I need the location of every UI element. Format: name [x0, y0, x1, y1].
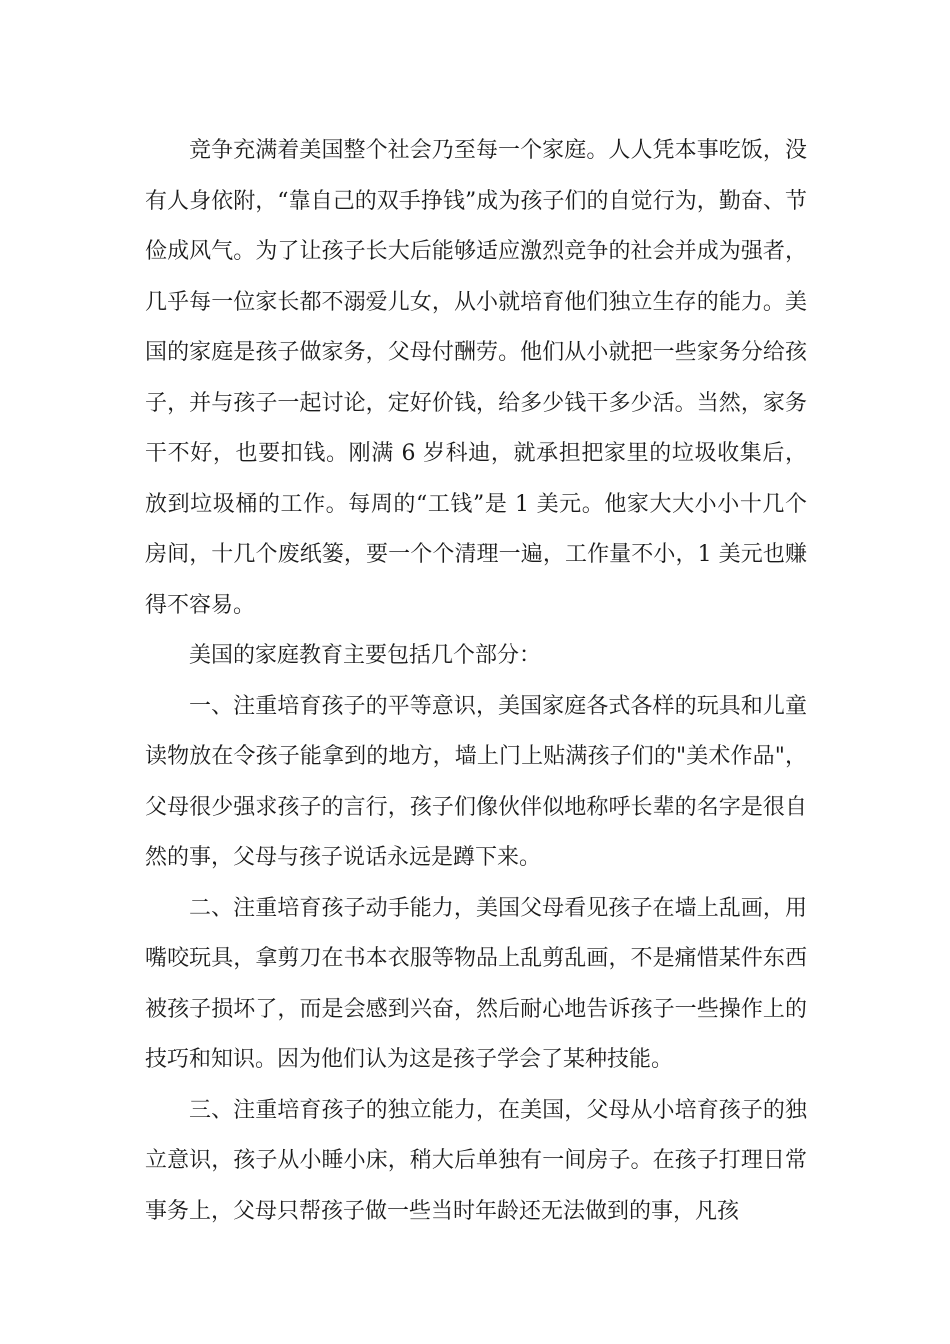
paragraph-education-intro: 美国的家庭教育主要包括几个部分： [189, 643, 542, 668]
paragraph-competition: 竞争充满着美国整个社会乃至每一个家庭。人人凭本事吃饭，没有人身依附，“靠自己的双手挣钱”成为孩子们的自觉行为，勤奋、节俭成风气。为了让孩子长大后能够适应激烈竞争的社会并成为强者，几乎每一位家长都不溺爱儿女，从小就培育他们独立生存的能力。美国的家庭是孩子做家务，父母付酬劳。他们从小就把一些家务分给孩子，并与孩子一起讨论，定好价钱，给多少钱干多少活。当然，家务干不好，也要扣钱。刚满 6 岁科迪，就承担把家里的垃圾收集后，放到垃圾桶的工作。每周的“工钱”是 1 美元。他家大大小小十几个房间，十几个废纸篓，要一个个清理一遍，工作量不小，1 美元也赚得不容易。 [145, 138, 807, 618]
document-body [145, 126, 807, 1237]
paragraph-equality: 一、注重培育孩子的平等意识，美国家庭各式各样的玩具和儿童读物放在令孩子能拿到的地方，墙上门上贴满孩子们的"美术作品"，父母很少强求孩子的言行，孩子们像伙伴似地称呼长辈的名字是很自然的事，父母与孩子说话永远是蹲下来。 [145, 693, 807, 870]
paragraph-hands-on: 二、注重培育孩子动手能力，美国父母看见孩子在墙上乱画，用嘴咬玩具，拿剪刀在书本衣服等物品上乱剪乱画，不是痛惜某件东西被孩子损坏了，而是会感到兴奋，然后耐心地告诉孩子一些操作上的技巧和知识。因为他们认为这是孩子学会了某种技能。 [145, 895, 807, 1072]
paragraph-independence: 三、注重培育孩子的独立能力，在美国，父母从小培育孩子的独立意识，孩子从小睡小床，稍大后单独有一间房子。在孩子打理日常事务上，父母只帮孩子做一些当时年龄还无法做到的事，凡孩 [145, 1097, 807, 1224]
